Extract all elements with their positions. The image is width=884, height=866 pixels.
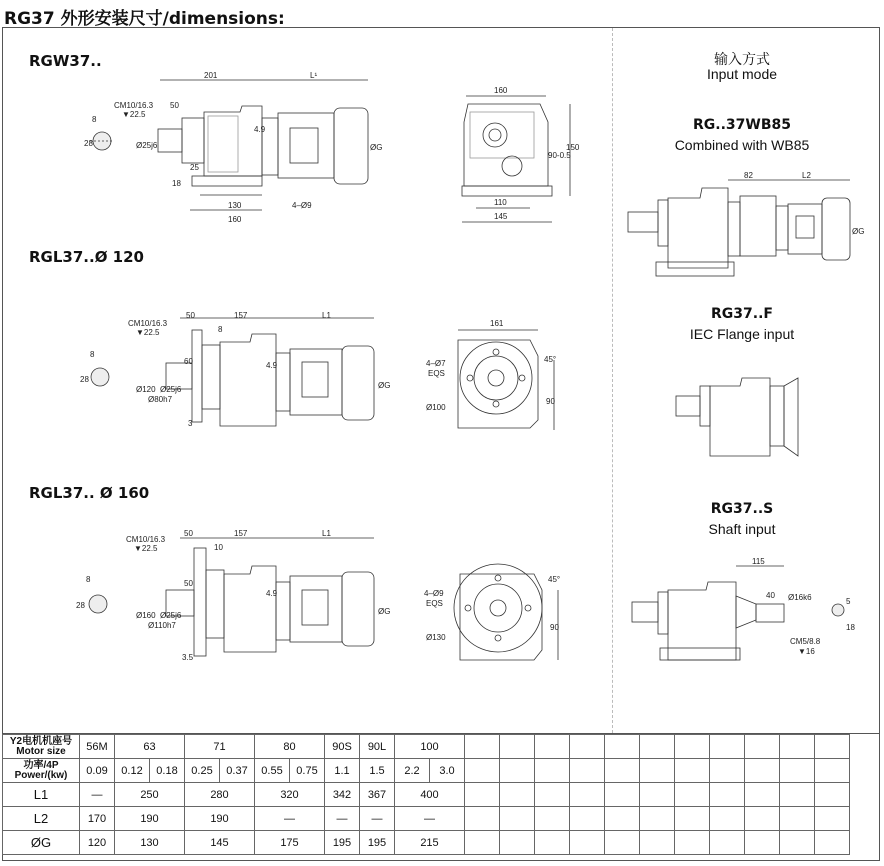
rgl120-end-90: 90 (546, 397, 555, 406)
table-cell: 190 (115, 807, 185, 831)
rgl160-end-130: Ø130 (426, 633, 446, 642)
label-rgw37: RGW37.. (29, 52, 102, 70)
rgl160-dim-3-5: 3.5 (182, 653, 194, 662)
rgl160-end-eqs: EQS (426, 599, 443, 608)
rgw-dim-28: 28 (84, 139, 93, 148)
rgl120-dim-80: Ø80h7 (148, 395, 173, 404)
table-cell: — (395, 807, 465, 831)
rgl120-dim-depth: ▼22.5 (136, 328, 160, 337)
rgl120-dim-g: ØG (378, 381, 391, 390)
rgl160-end-90: 90 (550, 623, 559, 632)
table-cell: — (360, 807, 395, 831)
rgl120-end-eqs: EQS (428, 369, 445, 378)
table-cell: 0.09 (80, 759, 115, 783)
rgl120-dim-l1: L1 (322, 311, 331, 320)
rgl160-dim-110: Ø110h7 (148, 621, 176, 630)
table-row-motor-size (3, 735, 850, 759)
flange-title: RG37..F (711, 306, 773, 322)
table-cell: 0.75 (290, 759, 325, 783)
rgw-dim-depth: ▼22.5 (122, 110, 146, 119)
rgw-dim-50: 50 (170, 101, 179, 110)
rgl120-side-view (91, 318, 374, 426)
spec-table (2, 734, 850, 855)
rgl120-dim-25: Ø25j6 (160, 385, 182, 394)
row-label-power: 功率/4P Power/(kw) (3, 759, 80, 783)
table-row-l2 (3, 807, 850, 831)
rgl160-dim-28: 28 (76, 601, 85, 610)
wb85-subtitle: Combined with WB85 (674, 137, 810, 153)
table-cell: 2.2 (395, 759, 430, 783)
table-cell: 400 (395, 783, 465, 807)
wb85-dim-l2: L2 (802, 171, 811, 180)
table-cell: 215 (395, 831, 465, 855)
rgw-dim-25j6: Ø25j6 (136, 141, 158, 150)
wb85-view (628, 180, 850, 276)
rgl160-dim-depth: ▼22.5 (134, 544, 158, 553)
table-cell: 195 (325, 831, 360, 855)
rgl160-dim-8: 8 (86, 575, 91, 584)
rgw-side-view (90, 80, 368, 210)
rgl120-dim-120: Ø120 (136, 385, 156, 394)
rgl160-dim-157: 157 (234, 529, 248, 538)
row-label-g: ØG (3, 831, 80, 855)
table-cell: 0.12 (115, 759, 150, 783)
table-cell: 120 (80, 831, 115, 855)
rgl160-dim-4-9: 4.9 (266, 589, 278, 598)
rgl160-dim-g: ØG (378, 607, 391, 616)
rgl160-side-view (89, 538, 374, 656)
rgw-dim-g: ØG (370, 143, 383, 152)
shaft-dim-16: Ø16k6 (788, 593, 812, 602)
rgw-dim-4-9: 4.9 (254, 125, 266, 134)
rgw-dim-25: 25 (190, 163, 199, 172)
table-cell: 367 (360, 783, 395, 807)
shaft-dim-40: 40 (766, 591, 775, 600)
rgl120-dim-60: 60 (184, 357, 193, 366)
shaft-dim-cm: CM5/8.8 (790, 637, 821, 646)
rgl120-end-45: 45° (544, 355, 557, 364)
row-label-motor: Y2电机机座号 Motor size (3, 735, 80, 759)
rgw-end-145: 145 (494, 212, 508, 221)
table-cell: 63 (115, 735, 185, 759)
rgl120-dim-50: 50 (186, 311, 195, 320)
rgl160-end-45: 45° (548, 575, 561, 584)
input-mode-cn: 输入方式 (714, 51, 770, 67)
shaft-title: RG37..S (710, 501, 774, 517)
table-cell: 170 (80, 807, 115, 831)
rgw-end-160: 160 (494, 86, 508, 95)
rgl160-dim-160: Ø160 (136, 611, 156, 620)
rgl120-end-161: 161 (490, 319, 504, 328)
rgl120-dim-8b: 8 (90, 350, 95, 359)
rgw-dim-8: 8 (92, 115, 97, 124)
rgw-dim-l1: L¹ (310, 71, 318, 80)
rgl120-dim-157: 157 (234, 311, 248, 320)
shaft-dim-115: 115 (752, 557, 765, 566)
table-cell: 90L (360, 735, 395, 759)
rgl160-end-holes: 4–Ø9 (424, 589, 444, 598)
table-cell: 100 (395, 735, 465, 759)
flange-view (676, 378, 798, 456)
table-cell: 0.18 (150, 759, 185, 783)
shaft-subtitle: Shaft input (708, 521, 776, 537)
table-cell: — (80, 783, 115, 807)
table-cell: 71 (185, 735, 255, 759)
table-cell: 56M (80, 735, 115, 759)
table-cell: 342 (325, 783, 360, 807)
row-label-l2: L2 (3, 807, 80, 831)
rgl120-dim-cm: CM10/16.3 (128, 319, 168, 328)
shaft-dim-18: 18 (846, 623, 855, 632)
rgl120-dim-3: 3 (188, 419, 193, 428)
table-cell: 0.37 (220, 759, 255, 783)
table-cell: 320 (255, 783, 325, 807)
rgw-dim-cm: CM10/16.3 (114, 101, 154, 110)
table-cell: 280 (185, 783, 255, 807)
wb85-dim-82: 82 (744, 171, 753, 180)
table-cell: 0.55 (255, 759, 290, 783)
input-mode-en: Input mode (706, 66, 778, 82)
flange-subtitle: IEC Flange input (689, 326, 795, 342)
wb85-title: RG..37WB85 (693, 117, 791, 133)
table-row-g (3, 831, 850, 855)
rgw-dim-160: 160 (228, 215, 242, 224)
page-title: RG37 外形安装尺寸/dimensions: (4, 9, 285, 29)
rgl160-dim-10: 10 (214, 543, 223, 552)
table-cell: 80 (255, 735, 325, 759)
shaft-dim-depth: ▼16 (798, 647, 815, 656)
table-cell: 195 (360, 831, 395, 855)
table-row-power (3, 759, 850, 783)
rgl160-end-view (454, 564, 561, 660)
shaft-dim-5: 5 (846, 597, 851, 606)
rgl160-dim-l1: L1 (322, 529, 331, 538)
table-cell: 130 (115, 831, 185, 855)
rgw-dim-holes: 4–Ø9 (292, 201, 312, 210)
rgl120-end-100: Ø100 (426, 403, 446, 412)
rgw-end-90: 90-0.5 (548, 151, 571, 160)
rgl120-end-holes: 4–Ø7 (426, 359, 446, 368)
rgl120-dim-4-9: 4.9 (266, 361, 278, 370)
label-rgl37-160: RGL37.. Ø 160 (29, 484, 150, 502)
table-cell: — (255, 807, 325, 831)
table-cell: 175 (255, 831, 325, 855)
table-cell: 1.5 (360, 759, 395, 783)
rgl160-dim-50: 50 (184, 529, 193, 538)
row-label-l1: L1 (3, 783, 80, 807)
rgw-dim-130: 130 (228, 201, 242, 210)
table-cell: 250 (115, 783, 185, 807)
table-cell: 1.1 (325, 759, 360, 783)
rgw-dim-201: 201 (204, 71, 218, 80)
rgl160-dim-50b: 50 (184, 579, 193, 588)
rgl120-end-view (458, 330, 557, 430)
table-cell: 3.0 (430, 759, 465, 783)
wb85-dim-g: ØG (852, 227, 865, 236)
rgl160-dim-cm: CM10/16.3 (126, 535, 166, 544)
table-cell: 0.25 (185, 759, 220, 783)
rgw-end-110: 110 (494, 198, 507, 207)
table-row-l1 (3, 783, 850, 807)
label-rgl37-120: RGL37..Ø 120 (29, 248, 144, 266)
rgl160-dim-25: Ø25j6 (160, 611, 182, 620)
table-cell: 90S (325, 735, 360, 759)
rgw-dim-18: 18 (172, 179, 181, 188)
table-cell: 145 (185, 831, 255, 855)
rgl120-dim-28: 28 (80, 375, 89, 384)
table-cell: — (325, 807, 360, 831)
rgl120-dim-8: 8 (218, 325, 223, 334)
rgw-end-150: 150 (566, 143, 580, 152)
table-cell: 190 (185, 807, 255, 831)
